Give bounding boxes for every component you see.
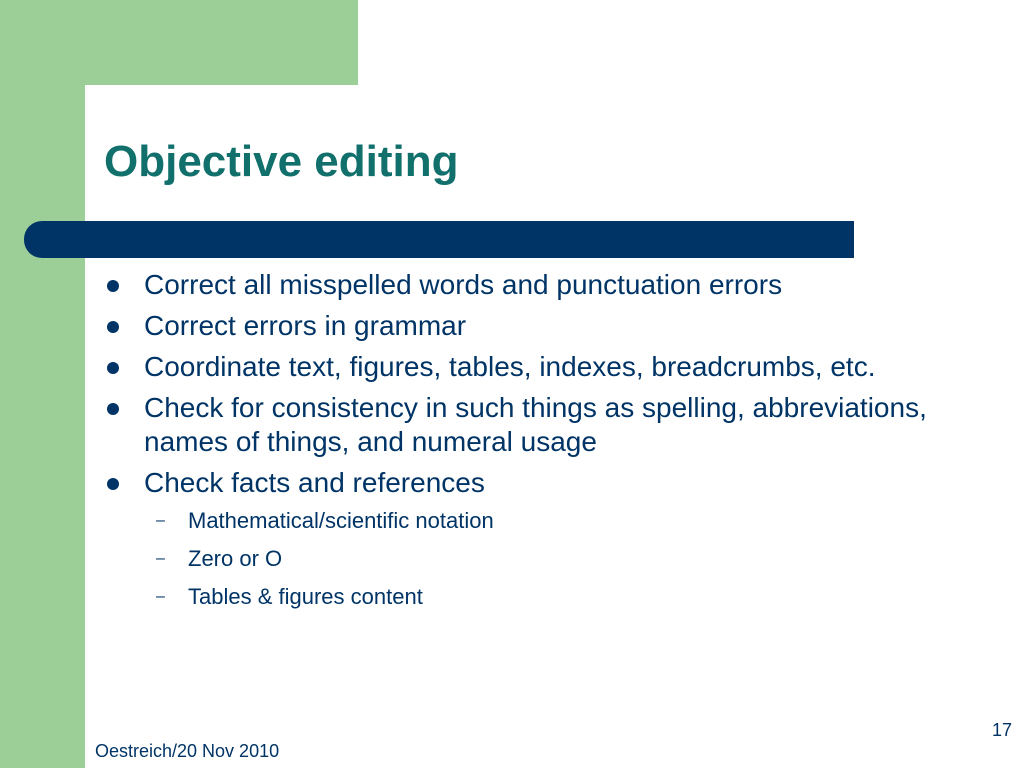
bullet-item <box>104 391 984 459</box>
title-underline-bar <box>24 221 854 258</box>
bullet-dot-icon <box>107 321 119 333</box>
bullet-item <box>104 309 984 343</box>
bullet-dot-icon <box>107 362 119 374</box>
bullet-dot-icon <box>107 478 119 490</box>
bullet-item <box>104 466 984 611</box>
footer-author-date: Oestreich/20 Nov 2010 <box>95 741 280 761</box>
page-number: 17 <box>991 720 1012 740</box>
sub-bullet-text: Tables & figures content <box>188 584 423 609</box>
bullet-text: Check facts and references <box>144 467 485 498</box>
sub-bullet-text: Mathematical/scientific notation <box>188 508 494 533</box>
dash-icon: – <box>156 512 165 529</box>
decorative-green-top <box>0 0 358 85</box>
bullet-item <box>104 268 984 302</box>
sub-bullet-item <box>104 544 984 573</box>
bullet-text: Check for consistency in such things as spelling, abbreviations, names of things, and numeral usage <box>144 392 927 457</box>
bullet-list <box>104 268 984 620</box>
bullet-text: Correct all misspelled words and punctuation errors <box>144 269 783 300</box>
bullet-text: Correct errors in grammar <box>144 310 467 341</box>
sub-bullet-list <box>104 506 984 611</box>
slide-title: Objective editing <box>104 137 459 186</box>
sub-bullet-item <box>104 582 984 611</box>
decorative-green-strip <box>0 0 85 768</box>
bullet-item <box>104 350 984 384</box>
bullet-text: Coordinate text, figures, tables, indexes, breadcrumbs, etc. <box>144 351 876 382</box>
sub-bullet-item <box>104 506 984 535</box>
bullet-dot-icon <box>107 280 119 292</box>
sub-bullet-text: Zero or O <box>188 546 283 571</box>
dash-icon: – <box>156 550 165 567</box>
dash-icon: – <box>156 588 165 605</box>
bullet-dot-icon <box>107 403 119 415</box>
